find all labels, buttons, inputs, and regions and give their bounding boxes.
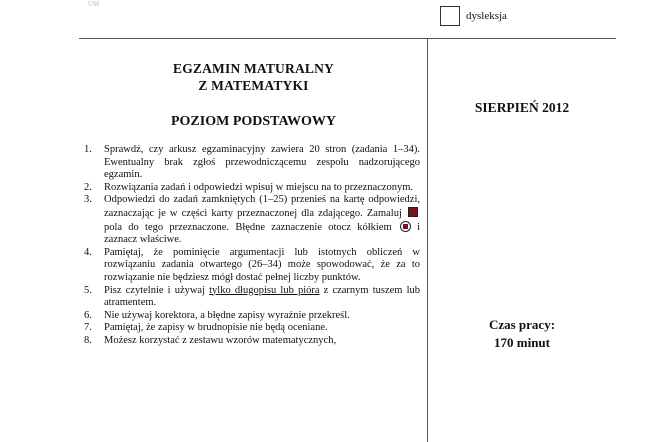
underlined-text: tylko długopisu lub pióra	[209, 284, 320, 296]
instruction-item	[84, 322, 420, 335]
instruction-number: 5.	[84, 284, 92, 296]
instruction-text	[104, 194, 420, 246]
instruction-text: Rozwiązania zadań i odpowiedzi wpisuj w miejscu na to przeznaczonym.	[104, 181, 414, 193]
instruction-item	[84, 194, 420, 246]
exam-level: POZIOM PODSTAWOWY	[170, 114, 337, 129]
dyslexia-checkbox[interactable]	[440, 6, 460, 26]
time-value: 170 minut	[494, 335, 550, 350]
exam-session: SIERPIEŃ 2012	[474, 100, 570, 115]
instruction-text-part: z czarnym tuszem lub atramentem.	[104, 284, 421, 309]
instruction-text	[104, 285, 420, 310]
instruction-number: 8.	[84, 334, 92, 346]
instruction-item	[84, 310, 420, 323]
instruction-text: Nie używaj korektora, a błędne zapisy wyraźnie przekreśl.	[104, 309, 350, 321]
instruction-text-part: pola do tego przeznaczone. Błędne zaznaczenie otocz kółkiem	[104, 221, 392, 233]
instruction-number: 4.	[84, 246, 92, 258]
circled-square-icon	[400, 221, 411, 232]
corner-mark: UM	[88, 0, 100, 8]
instruction-text-part: Odpowiedzi do zadań zamkniętych (1–25) przenieś na kartę odpowiedzi, zaznaczając je w części karty przeznaczonej dla zdającego. Zamaluj	[104, 194, 420, 219]
instruction-item	[84, 247, 420, 285]
instruction-text: Pamiętaj, że pominięcie argumentacji lub istotnych obliczeń w rozwiązaniu zadania otwartego (26–34) może spowodować, że za to rozwiązanie nie będziesz mógł dostać pełnej liczby punktów.	[104, 246, 420, 283]
instruction-text: Pamiętaj, że zapisy w brudnopisie nie będą oceniane.	[104, 322, 328, 334]
instructions-list	[84, 144, 420, 348]
dyslexia-label: dysleksja	[466, 10, 507, 22]
instruction-number: 3.	[84, 194, 92, 206]
instruction-text-part: i zaznacz właściwe.	[104, 221, 420, 246]
instruction-text-part: Pisz czytelnie i używaj	[104, 284, 210, 296]
time-label: Czas pracy:	[488, 317, 556, 332]
instruction-text: Możesz korzystać z zestawu wzorów matematycznych,	[104, 334, 337, 346]
exam-title-line1: EGZAMIN MATURALNY	[172, 61, 335, 76]
instruction-item	[84, 335, 420, 348]
vertical-divider	[427, 38, 428, 442]
instruction-number: 6.	[84, 309, 92, 321]
exam-title-line2: Z MATEMATYKI	[198, 78, 309, 93]
instruction-number: 7.	[84, 322, 92, 334]
instruction-item	[84, 182, 420, 195]
instruction-number: 2.	[84, 181, 92, 193]
instruction-text: Sprawdź, czy arkusz egzaminacyjny zawiera 20 stron (zadania 1–34). Ewentualny brak zgłoś przewodniczącemu zespołu nadzorującego egzamin.	[104, 144, 420, 181]
instruction-item	[84, 285, 420, 310]
horizontal-divider	[79, 38, 616, 39]
instruction-number: 1.	[84, 144, 92, 155]
filled-square-icon	[408, 207, 418, 217]
instruction-item	[84, 144, 420, 182]
